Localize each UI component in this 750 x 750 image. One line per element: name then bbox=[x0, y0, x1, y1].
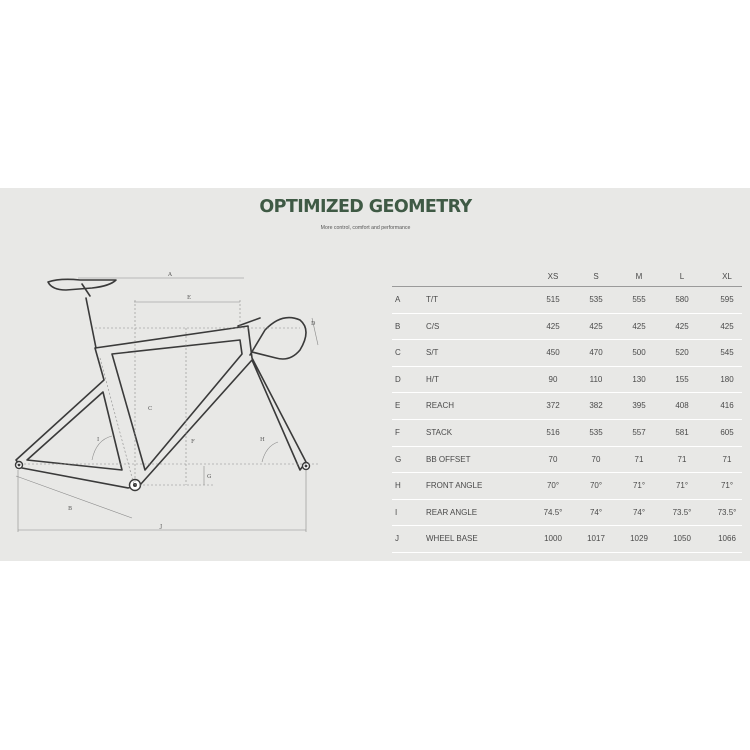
row-letter: A bbox=[395, 295, 401, 304]
row-value: 520 bbox=[675, 348, 689, 358]
row-value: 545 bbox=[720, 348, 734, 358]
row-value: 71° bbox=[720, 481, 734, 491]
diagram-label-h: H bbox=[260, 437, 265, 443]
row-value: 535 bbox=[589, 427, 603, 437]
diagram-label-f: F bbox=[191, 439, 195, 445]
row-letter: G bbox=[395, 454, 402, 464]
row-value: 180 bbox=[720, 374, 734, 384]
row-name: WHEEL BASE bbox=[426, 534, 478, 544]
row-value: 71 bbox=[722, 454, 732, 464]
table-row bbox=[392, 447, 742, 474]
row-value: 74° bbox=[589, 507, 603, 517]
page-title: OPTIMIZED GEOMETRY bbox=[259, 197, 472, 217]
handlebar bbox=[250, 318, 306, 359]
row-letter: I bbox=[395, 507, 398, 517]
row-value: 1066 bbox=[718, 534, 736, 544]
row-value: 535 bbox=[589, 295, 603, 304]
row-name: BB OFFSET bbox=[426, 454, 471, 464]
row-value: 130 bbox=[632, 374, 646, 384]
table-row bbox=[392, 473, 742, 500]
row-value: 74° bbox=[632, 507, 646, 517]
row-value: 70 bbox=[591, 454, 601, 464]
size-header: XL bbox=[722, 272, 732, 281]
table-row bbox=[392, 500, 742, 527]
row-value: 408 bbox=[675, 401, 689, 411]
row-value: 71° bbox=[675, 481, 689, 491]
row-value: 71 bbox=[634, 454, 644, 464]
geometry-table bbox=[392, 266, 742, 553]
row-value: 382 bbox=[589, 401, 603, 411]
row-name: C/S bbox=[426, 321, 440, 331]
frame-geometry-diagram bbox=[0, 260, 330, 540]
diagram-label-i: I bbox=[97, 437, 100, 443]
page-subtitle: More control, comfort and performance bbox=[320, 225, 411, 231]
row-letter: E bbox=[395, 401, 401, 411]
table-row bbox=[392, 287, 742, 314]
row-value: 1017 bbox=[587, 534, 605, 544]
row-value: 155 bbox=[675, 374, 689, 384]
row-value: 70° bbox=[546, 481, 560, 491]
row-value: 450 bbox=[546, 348, 560, 358]
diagram-label-d: D bbox=[311, 321, 316, 327]
row-value: 425 bbox=[632, 321, 646, 331]
row-value: 71 bbox=[677, 454, 687, 464]
row-value: 90 bbox=[548, 374, 558, 384]
row-letter: C bbox=[395, 348, 401, 358]
size-header: L bbox=[679, 272, 685, 281]
front-triangle bbox=[112, 340, 242, 470]
stem bbox=[238, 318, 260, 326]
row-value: 516 bbox=[546, 427, 560, 437]
row-letter: J bbox=[395, 534, 399, 544]
table-row bbox=[392, 526, 742, 553]
row-letter: B bbox=[395, 321, 401, 331]
row-value: 73.5° bbox=[672, 507, 692, 517]
table-row bbox=[392, 420, 742, 447]
row-value: 557 bbox=[632, 427, 646, 437]
row-name: REAR ANGLE bbox=[426, 507, 478, 517]
diagram-label-e: E bbox=[187, 295, 192, 301]
row-value: 425 bbox=[720, 321, 734, 331]
row-value: 425 bbox=[675, 321, 689, 331]
row-value: 555 bbox=[632, 295, 646, 304]
row-value: 416 bbox=[720, 401, 734, 411]
row-value: 74.5° bbox=[543, 507, 563, 517]
row-name: REACH bbox=[426, 401, 455, 411]
row-value: 70 bbox=[548, 454, 558, 464]
row-letter: H bbox=[395, 481, 401, 491]
row-name: S/T bbox=[426, 348, 439, 358]
table-row bbox=[392, 314, 742, 341]
row-value: 71° bbox=[632, 481, 646, 491]
table-row bbox=[392, 393, 742, 420]
row-value: 110 bbox=[589, 374, 603, 384]
row-value: 1029 bbox=[630, 534, 648, 544]
row-value: 372 bbox=[546, 401, 560, 411]
row-name: H/T bbox=[426, 374, 439, 384]
row-value: 70° bbox=[589, 481, 603, 491]
row-value: 1000 bbox=[544, 534, 562, 544]
row-value: 581 bbox=[675, 427, 689, 437]
table-header bbox=[392, 266, 742, 287]
diagram-label-j: J bbox=[160, 524, 163, 530]
row-value: 425 bbox=[589, 321, 603, 331]
size-header: XS bbox=[547, 272, 559, 281]
diagram-label-c: C bbox=[148, 406, 153, 412]
row-value: 425 bbox=[546, 321, 560, 331]
row-value: 73.5° bbox=[717, 507, 737, 517]
row-name: FRONT ANGLE bbox=[426, 481, 483, 491]
row-value: 1050 bbox=[673, 534, 691, 544]
row-value: 595 bbox=[720, 295, 734, 304]
row-value: 580 bbox=[675, 295, 689, 304]
diagram-label-a: A bbox=[168, 272, 172, 278]
rear-triangle bbox=[27, 392, 122, 470]
row-value: 470 bbox=[589, 348, 603, 358]
row-name: T/T bbox=[426, 295, 438, 304]
diagram-label-b: B bbox=[68, 506, 73, 512]
row-value: 500 bbox=[632, 348, 646, 358]
size-header: S bbox=[593, 272, 599, 281]
row-value: 395 bbox=[632, 401, 646, 411]
table-row bbox=[392, 367, 742, 394]
row-name: STACK bbox=[426, 427, 453, 437]
row-value: 515 bbox=[546, 295, 560, 304]
table-row bbox=[392, 340, 742, 367]
size-header: M bbox=[635, 272, 643, 281]
row-value: 605 bbox=[720, 427, 734, 437]
diagram-label-g: G bbox=[207, 474, 212, 480]
seat-post bbox=[82, 284, 96, 348]
row-letter: D bbox=[395, 374, 401, 384]
row-letter: F bbox=[395, 427, 400, 437]
